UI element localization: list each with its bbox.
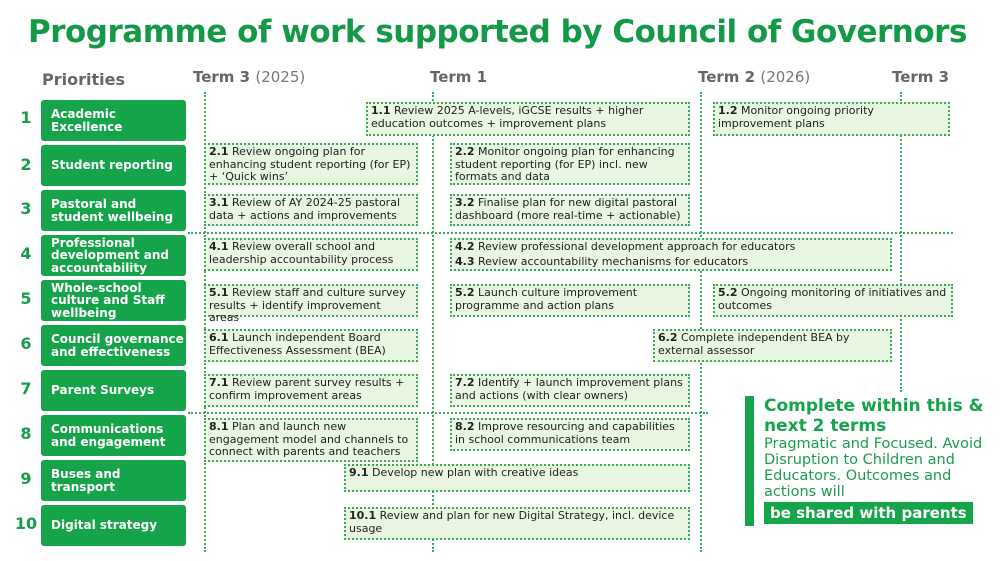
completion-callout [745,396,985,526]
task-box-4-2-4-3 [450,238,892,271]
task-box-4-1 [204,238,418,271]
task-id: 3.2 [455,196,475,209]
task-text: Develop new plan with creative ideas [372,466,579,479]
task-id: 1.1 [371,104,391,117]
task-box-6-1 [204,329,418,362]
callout-heading: Complete within this & next 2 terms [764,396,984,436]
task-id: 6.2 [658,331,678,344]
task-id: 2.1 [209,145,229,158]
task-id: 6.1 [209,331,229,344]
task-text: Review and plan for new Digital Strategy, incl. device usage [349,509,675,535]
priority-label-whole-school-culture: Whole-school culture and Staff wellbeing [41,280,186,321]
priority-number: 1 [20,108,32,127]
priority-label-communications: Communications and engagement [41,415,186,456]
priority-label-parent-surveys: Parent Surveys [41,370,186,411]
term-divider-line [700,92,702,552]
task-box-1-1 [366,102,690,136]
priority-label-council-governance: Council governance and effectiveness [41,325,186,366]
task-id: 8.1 [209,420,229,433]
priority-number: 5 [20,289,32,308]
priority-label-digital-strategy: Digital strategy [41,505,186,546]
task-box-8-2 [450,418,690,451]
task-id: 4.1 [209,240,229,253]
task-box-2-2 [450,143,690,185]
task-line-4-3 [455,256,887,269]
priority-number: 3 [20,199,32,218]
task-id: 5.2 [718,286,738,299]
task-text: Review overall school and leadership accountability process [209,240,394,266]
priority-number: 7 [20,379,32,398]
task-box-7-2 [450,374,690,407]
task-box-5-2-launch [450,284,690,317]
task-box-3-1 [204,194,418,226]
term-label: Term 2 [698,68,756,86]
term-year: (2025) [255,68,306,86]
priority-number: 4 [20,244,32,263]
callout-banner: be shared with parents [764,502,973,524]
task-id: 4.2 [455,240,475,253]
task-box-2-1 [204,143,418,185]
task-box-6-2 [653,329,892,362]
priorities-heading: Priorities [42,70,125,89]
term-year: (2026) [760,68,811,86]
priority-number: 9 [20,469,32,488]
task-box-7-1 [204,374,418,407]
task-text: Review staff and culture survey results + identify improvement areas [209,286,406,324]
priority-number: 10 [14,514,38,533]
callout-body: Pragmatic and Focused. Avoid Disruption to Children and Educators. Outcomes and actions will [764,436,983,500]
task-text: Improve resourcing and capabilities in school communications team [455,420,675,446]
task-text: Review 2025 A-levels, iGCSE results + higher education outcomes + improvement plans [371,104,644,130]
priority-number: 8 [20,424,32,443]
task-id: 9.1 [349,466,369,479]
task-text: Ongoing monitoring of initiatives and outcomes [718,286,947,312]
task-line-4-2 [455,241,887,254]
priority-number: 2 [20,155,32,174]
task-box-5-2-monitoring [713,284,953,317]
task-id: 7.1 [209,376,229,389]
term-header-term3-2025 [193,68,305,86]
priority-label-student-reporting: Student reporting [41,145,186,186]
task-text: Review parent survey results + confirm improvement areas [209,376,405,402]
task-id: 3.1 [209,196,229,209]
task-text: Monitor ongoing plan for enhancing student reporting (for EP) incl. new formats and data [455,145,675,183]
task-id: 7.2 [455,376,475,389]
task-text: Review accountability mechanisms for educators [478,254,749,268]
task-box-8-1 [204,418,418,462]
priority-label-professional-development: Professional development and accountability [41,235,186,276]
task-box-1-2 [713,102,950,136]
priority-label-buses-transport: Buses and transport [41,460,186,501]
priority-label-pastoral-wellbeing: Pastoral and student wellbeing [41,190,186,231]
task-text: Review professional development approach for educators [478,240,796,253]
term-header-term1 [430,68,487,86]
row-divider-line [188,412,708,414]
priority-label-academic-excellence: Academic Excellence [41,100,186,141]
term-divider-line [900,92,902,392]
task-text: Plan and launch new engagement model and channels to connect with parents and teachers [209,420,409,458]
term-label: Term 1 [430,68,488,86]
task-text: Launch culture improvement programme and action plans [455,286,638,312]
task-text: Launch independent Board Effectiveness Assessment (BEA) [209,331,386,357]
task-id: 1.2 [718,104,738,117]
task-text: Finalise plan for new digital pastoral dashboard (more real-time + actionable) [455,196,681,222]
task-text: Complete independent BEA by external assessor [658,331,850,357]
row-divider-line [188,232,953,234]
task-box-9-1 [344,464,690,492]
term-header-term3 [892,68,949,86]
page-title: Programme of work supported by Council of Governors [28,14,967,50]
task-text: Monitor ongoing priority improvement plans [718,104,874,130]
term-label: Term 3 [193,68,251,86]
term-label: Term 3 [892,68,950,86]
term-header-term2-2026 [698,68,810,86]
task-box-5-1 [204,284,418,324]
task-id: 5.1 [209,286,229,299]
task-id: 2.2 [455,145,475,158]
task-text: Identify + launch improvement plans and actions (with clear owners) [455,376,683,402]
task-id: 8.2 [455,420,475,433]
task-box-10-1 [344,507,690,540]
task-id: 5.2 [455,286,475,299]
task-box-3-2 [450,194,690,226]
task-text: Review ongoing plan for enhancing student reporting (for EP) + ‘Quick wins’ [209,145,411,183]
task-id: 10.1 [349,509,377,522]
task-text: Review of AY 2024-25 pastoral data + actions and improvements [209,196,401,222]
task-id: 4.3 [455,254,475,268]
priority-number: 6 [20,334,32,353]
